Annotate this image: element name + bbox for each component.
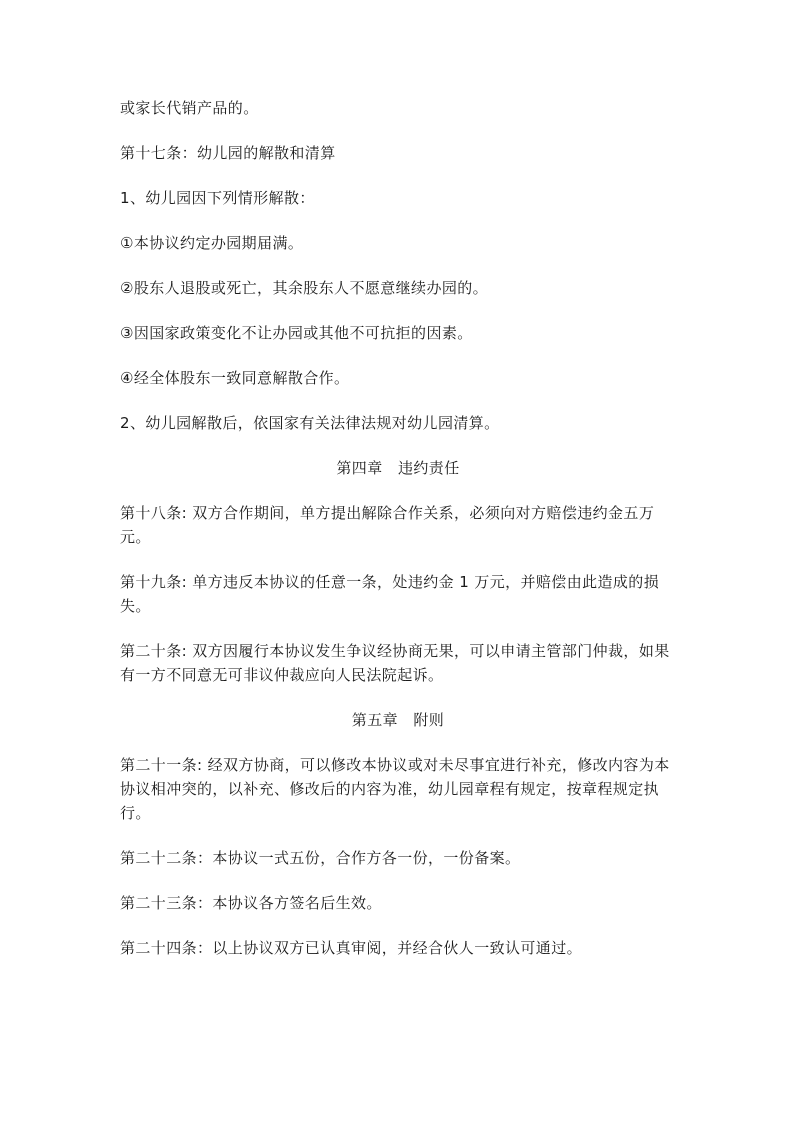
liquidation-clause: 2、幼儿园解散后，依国家有关法律法规对幼儿园清算。 bbox=[120, 414, 500, 432]
article-24: 第二十四条：以上协议双方已认真审阅，并经合伙人一致认可通过。 bbox=[120, 939, 583, 957]
chapter-4-heading: 第四章 违约责任 bbox=[336, 459, 460, 477]
dissolution-item-1: ①本协议约定办园期届满。 bbox=[120, 234, 304, 252]
paragraph-continuation: 或家长代销产品的。 bbox=[120, 99, 259, 117]
article-23: 第二十三条：本协议各方签名后生效。 bbox=[120, 894, 382, 912]
dissolution-item-4: ④经全体股东一致同意解散合作。 bbox=[120, 369, 350, 387]
article-21: 第二十一条: 经双方协商，可以修改本协议或对未尽事宜进行补充，修改内容为本协议相冲突的，以补充、修改后的内容为准，幼儿园章程有规定，按章程规定执行。 bbox=[120, 756, 670, 822]
article-18: 第十八条: 双方合作期间，单方提出解除合作关系，必须向对方赔偿违约金五万元。 bbox=[120, 504, 655, 546]
document-body bbox=[120, 96, 676, 981]
article-19: 第十九条: 单方违反本协议的任意一条，处违约金 1 万元，并赔偿由此造成的损失。 bbox=[120, 573, 660, 615]
article-17-heading: 第十七条：幼儿园的解散和清算 bbox=[120, 144, 336, 162]
dissolution-item-3: ③因国家政策变化不让办园或其他不可抗拒的因素。 bbox=[120, 324, 473, 342]
article-20: 第二十条: 双方因履行本协议发生争议经协商无果，可以申请主管部门仲裁，如果有一方不同意无可非议仲裁应向人民法院起诉。 bbox=[120, 642, 670, 684]
dissolution-clause: 1、幼儿园因下列情形解散： bbox=[120, 189, 315, 207]
dissolution-item-2: ②股东人退股或死亡，其余股东人不愿意继续办园的。 bbox=[120, 279, 489, 297]
article-22: 第二十二条：本协议一式五份，合作方各一份，一份备案。 bbox=[120, 849, 521, 867]
chapter-5-heading: 第五章 附则 bbox=[351, 711, 445, 729]
